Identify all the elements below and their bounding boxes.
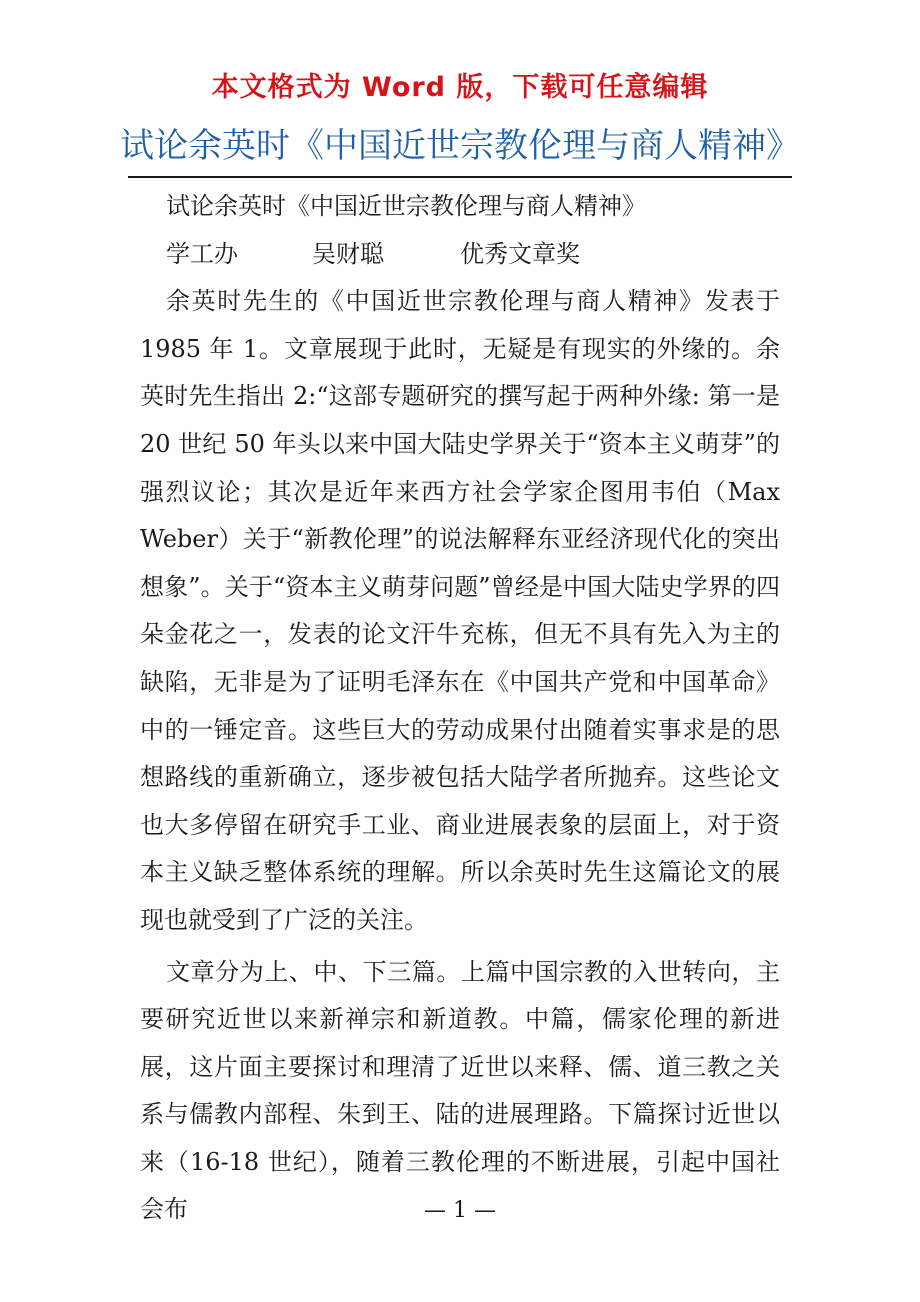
- department-label: 学工办: [166, 239, 238, 268]
- document-body: [140, 183, 780, 1234]
- document-subtitle: 试论余英时《中国近世宗教伦理与商人精神》: [166, 192, 646, 220]
- title-divider: [128, 176, 792, 178]
- author-name: 吴财聪: [312, 239, 384, 268]
- author-line: [140, 231, 780, 279]
- award-label: 优秀文章奖: [460, 239, 580, 268]
- format-notice: 本文格式为 Word 版，下载可任意编辑: [211, 72, 709, 103]
- page-title: 试论余英时《中国近世宗教伦理与商人精神》: [120, 126, 800, 166]
- page-number: — 1 —: [424, 1198, 496, 1223]
- body-paragraph-1: 余英时先生的《中国近世宗教伦理与商人精神》发表于 1985 年 1。文章展现于此时，无疑是有现实的外缘的。余英时先生指出 2:“这部专题研究的撰写起于两种外缘: 第一是 20 世纪 50 年头以来中国大陆史学界关于“资本主义萌芽”的强烈议论；其次是近年来西方社会学家企图用韦伯（Max Weber）关于“新教伦理”的说法解释东亚经济现代化的突出想象”。关于“资本主义萌芽问题”曾经是中国大陆史学界的四朵金花之一，发表的论文汗牛充栋，但无不具有先入为主的缺陷，无非是为了证明毛泽东在《中国共产党和中国革命》中的一锤定音。这些巨大的劳动成果付出随着实事求是的思想路线的重新确立，逐步被包括大陆学者所抛弃。这些论文也大多停留在研究手工业、商业进展表象的层面上，对于资本主义缺乏整体系统的理解。所以余英时先生这篇论文的展现也就受到了广泛的关注。: [140, 287, 780, 934]
- body-paragraph-2: 文章分为上、中、下三篇。上篇中国宗教的入世转向，主要研究近世以来新禅宗和新道教。中篇，儒家伦理的新进展，这片面主要探讨和理清了近世以来释、儒、道三教之关系与儒教内部程、朱到王、陆的进展理路。下篇探讨近世以来（16-18 世纪），随着三教伦理的不断进展，引起中国社会布: [140, 957, 780, 1224]
